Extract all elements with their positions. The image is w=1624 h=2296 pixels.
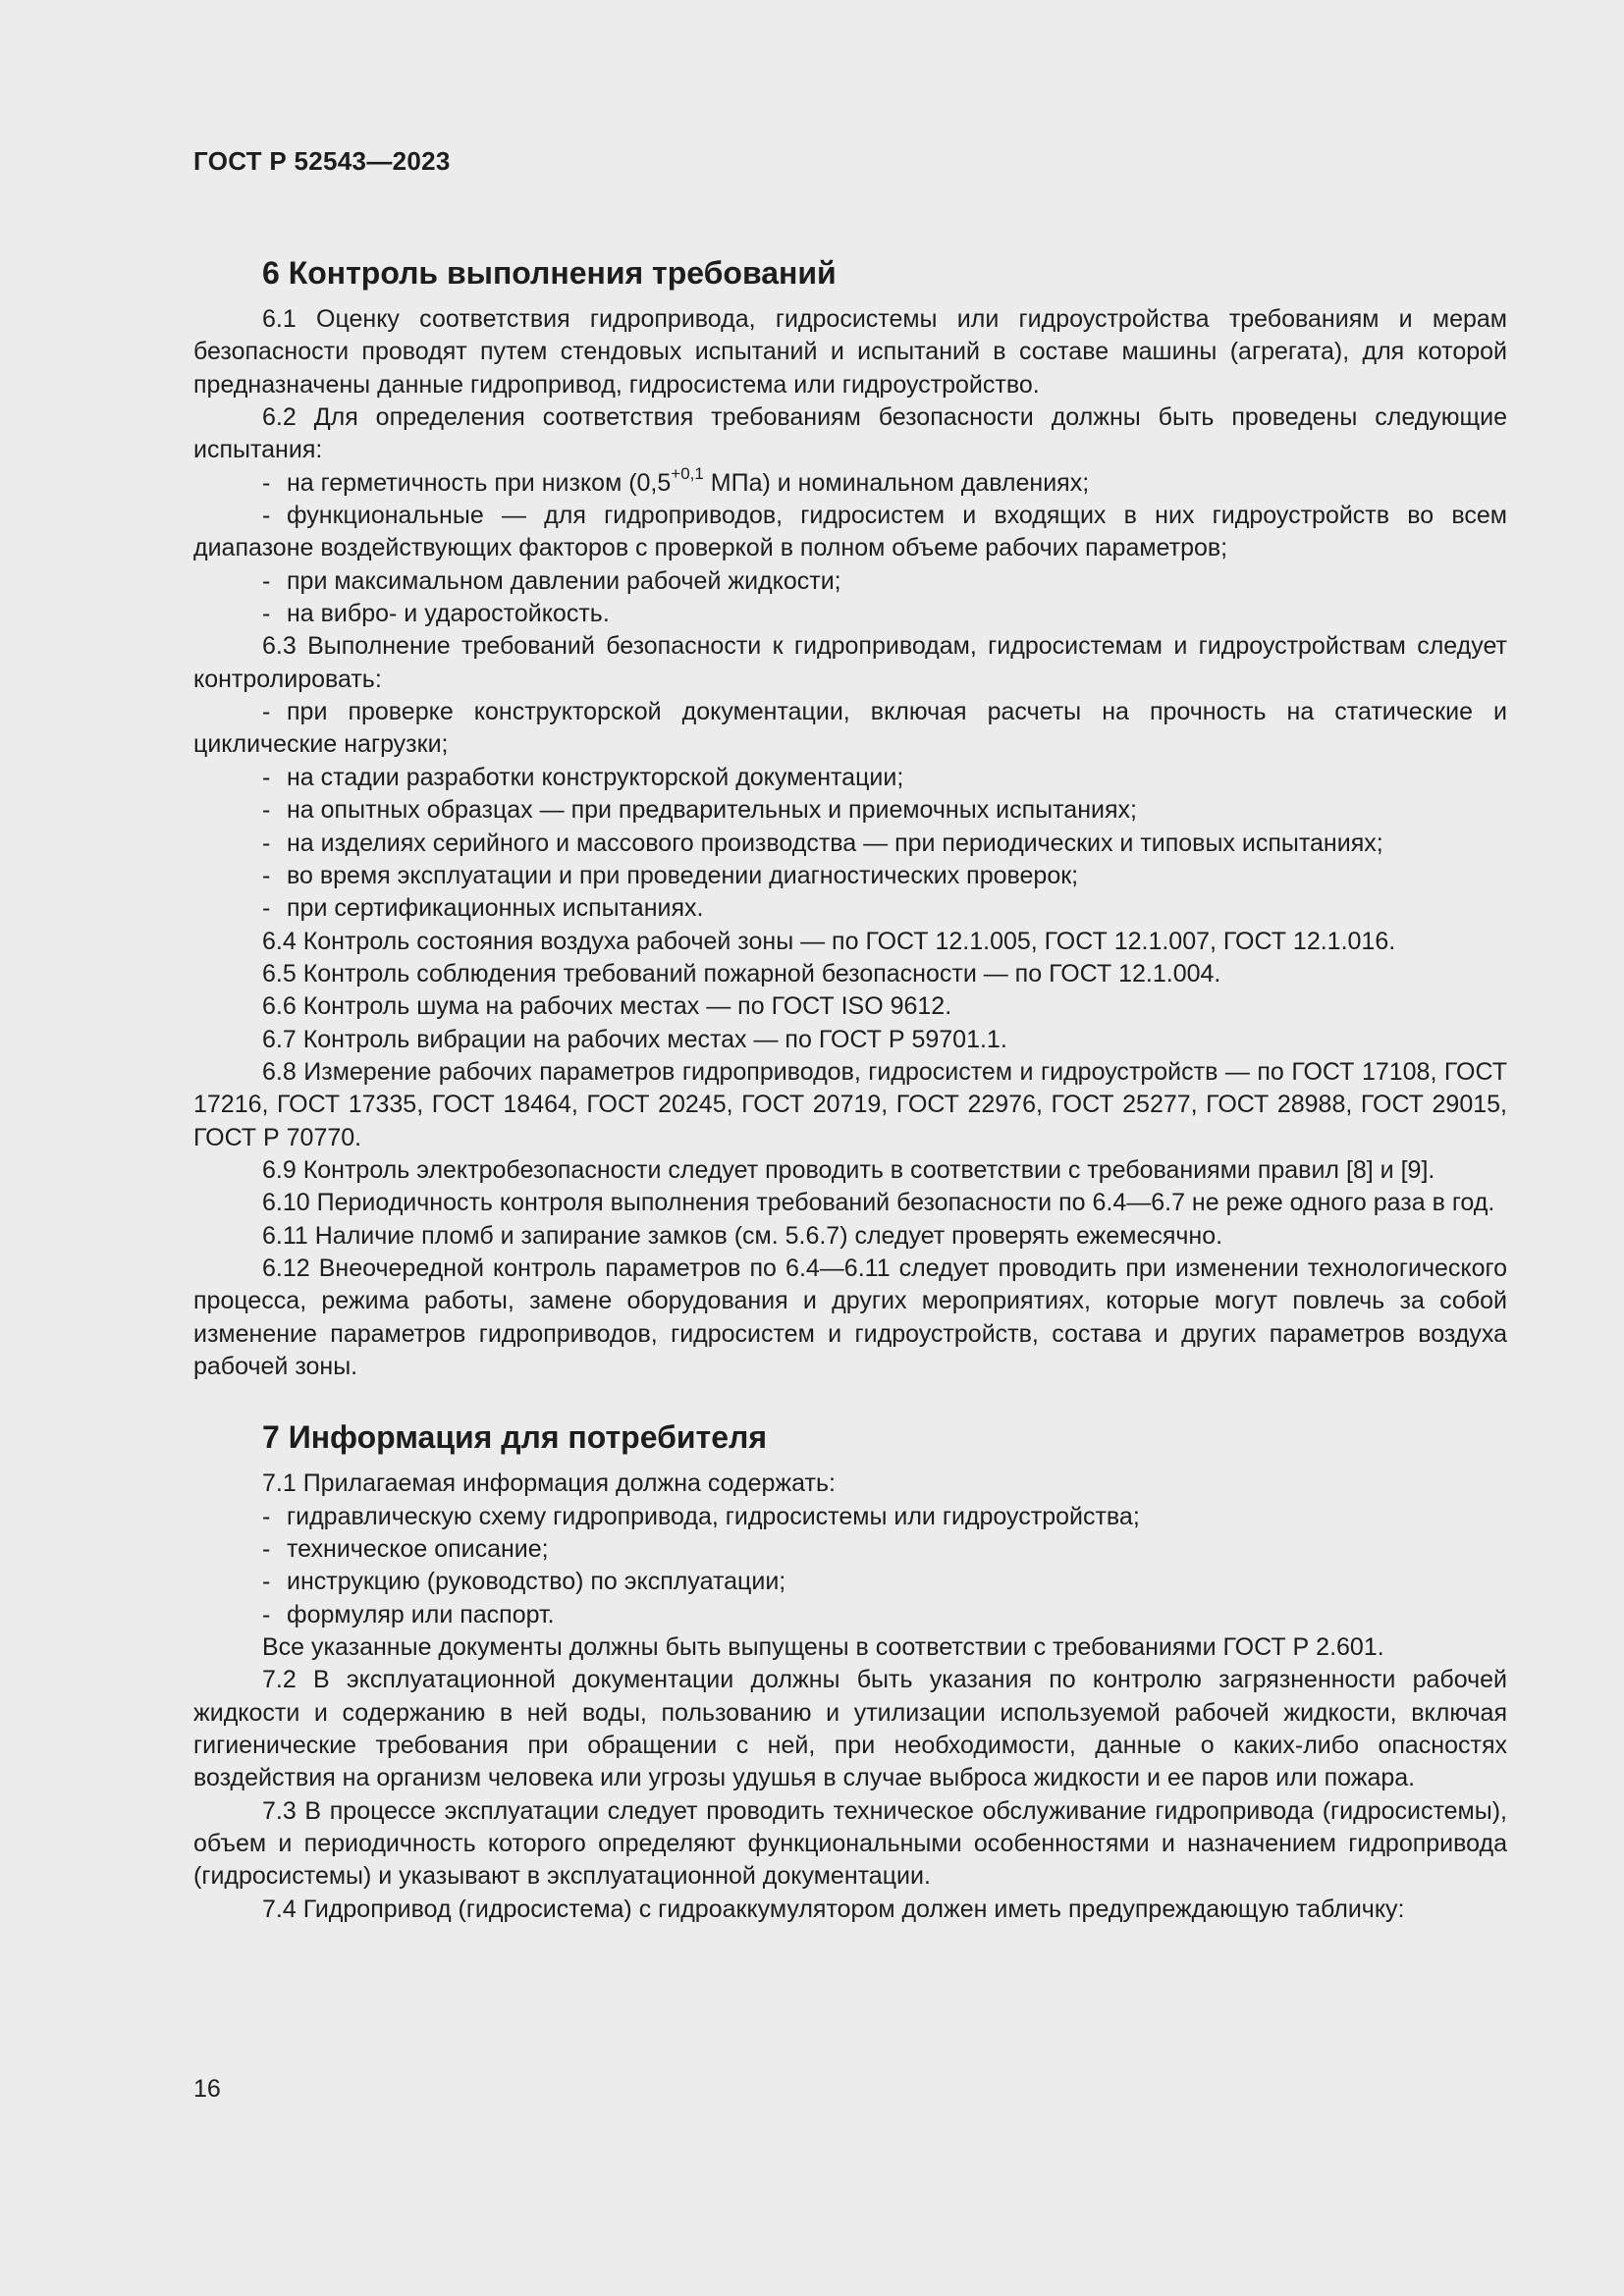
list-item <box>193 1501 1507 1533</box>
list-item-text: МПа) и номинальном давлениях; <box>703 468 1090 497</box>
list-item-text: на вибро- и ударостойкость. <box>287 600 610 628</box>
bullet-dash: - <box>262 698 271 726</box>
list-item-text: формуляр или паспорт. <box>287 1600 555 1629</box>
paragraph-6-8: 6.8 Измерение рабочих параметров гидроприводов, гидросистем и гидроустройств — по ГОСТ 17108, ГОСТ 17216, ГОСТ 17335, ГОСТ 18464, ГОСТ 20245, ГОСТ 20719, ГОСТ 22976, ГОСТ 25277, ГОСТ 28988, ГОСТ 29015, ГОСТ Р 70770. <box>193 1057 1507 1151</box>
list-item-text: на стадии разработки конструкторской документации; <box>287 763 904 791</box>
bullet-dash: - <box>262 861 271 889</box>
paragraph-7-3: 7.3 В процессе эксплуатации следует проводить техническое обслуживание гидропривода (гидросистемы), объем и периодичность которого определяют функциональными особенностями и назначением гидропривода (гидросистемы) и указывают в эксплуатационной документации. <box>193 1796 1507 1891</box>
bullet-dash: - <box>262 600 271 628</box>
paragraph-6-9: 6.9 Контроль электробезопасности следует проводить в соответствии с требованиями правил [8] и [9]. <box>262 1155 1435 1184</box>
list-item <box>193 828 1507 860</box>
bullet-dash: - <box>262 468 271 497</box>
paragraph-7-1-tail: Все указанные документы должны быть выпущены в соответствии с требованиями ГОСТ Р 2.601. <box>262 1633 1384 1662</box>
document-code: ГОСТ Р 52543—2023 <box>193 146 451 176</box>
list-item-text: при максимальном давлении рабочей жидкости; <box>287 566 841 595</box>
list-item <box>193 565 1507 598</box>
bullet-dash: - <box>262 1535 271 1564</box>
list-item <box>193 598 1507 630</box>
bullet-dash: - <box>262 1600 271 1629</box>
paragraph-7-2: 7.2 В эксплуатационной документации должны быть указания по контролю загрязненности рабочей жидкости и содержанию в ней воды, пользованию и утилизации используемой рабочей жидкости, включая гигиенические требования при обращении с ней, при необходимости, данные о каких-либо опасностях воздействия на организм человека или угрозы удушья в случае выброса жидкости и ее паров или пожара. <box>193 1666 1507 1792</box>
list-item <box>193 860 1507 892</box>
list-item <box>193 696 1507 762</box>
list-item <box>193 762 1507 794</box>
bullet-dash: - <box>262 894 271 923</box>
paragraph-6-2: 6.2 Для определения соответствия требованиям безопасности должны быть проведены следующие испытания: <box>193 403 1507 464</box>
bullet-dash: - <box>262 1502 271 1530</box>
list-item-text: во время эксплуатации и при проведении диагностических проверок; <box>287 861 1079 889</box>
paragraph-6-6: 6.6 Контроль шума на рабочих местах — по ГОСТ ISO 9612. <box>262 992 952 1021</box>
list-item <box>193 464 1507 500</box>
list-item <box>193 892 1507 925</box>
list-item-text: при сертификационных испытаниях. <box>287 894 704 923</box>
paragraph-6-4: 6.4 Контроль состояния воздуха рабочей зоны — по ГОСТ 12.1.005, ГОСТ 12.1.007, ГОСТ 12.1.016. <box>262 927 1396 955</box>
paragraph-6-12: 6.12 Внеочередной контроль параметров по 6.4—6.11 следует проводить при изменении технологического процесса, режима работы, замене оборудования и других мероприятиях, которые могут повлечь за собой изменение параметров гидроприводов, гидросистем и гидроустройств, состава и других параметров воздуха рабочей зоны. <box>193 1254 1507 1380</box>
bullet-dash: - <box>262 1568 271 1596</box>
list-item <box>193 1566 1507 1598</box>
page-number: 16 <box>193 2075 221 2103</box>
section-6-title: 6 Контроль выполнения требований <box>262 255 837 291</box>
list-item-text: на изделиях серийного и массового производства — при периодических и типовых испытаниях; <box>287 828 1383 857</box>
paragraph-6-7: 6.7 Контроль вибрации на рабочих местах — по ГОСТ Р 59701.1. <box>262 1025 1007 1053</box>
paragraph-6-10: 6.10 Периодичность контроля выполнения требований безопасности по 6.4—6.7 не реже одного раза в год. <box>262 1189 1495 1217</box>
bullet-dash: - <box>262 566 271 595</box>
paragraph-7-4: 7.4 Гидропривод (гидросистема) с гидроаккумулятором должен иметь предупреждающую табличку: <box>262 1895 1405 1923</box>
bullet-dash: - <box>262 796 271 825</box>
document-page <box>193 145 1507 1926</box>
bullet-dash: - <box>262 763 271 791</box>
list-item-text: функциональные — для гидроприводов, гидросистем и входящих в них гидроустройств во всем диапазоне воздействующих факторов с проверкой в полном объеме рабочих параметров; <box>193 502 1507 562</box>
paragraph-6-3: 6.3 Выполнение требований безопасности к гидроприводам, гидросистемам и гидроустройствам следует контролировать: <box>193 632 1507 693</box>
list-item-text: на герметичность при низком (0,5 <box>287 468 672 497</box>
paragraph-6-5: 6.5 Контроль соблюдения требований пожарной безопасности — по ГОСТ 12.1.004. <box>262 959 1221 988</box>
bullet-dash: - <box>262 502 271 530</box>
paragraph-7-1: 7.1 Прилагаемая информация должна содержать: <box>262 1469 836 1498</box>
list-item-text: при проверке конструкторской документации, включая расчеты на прочность на статические и циклические нагрузки; <box>193 698 1507 759</box>
section-7-title: 7 Информация для потребителя <box>262 1419 767 1456</box>
bullet-dash: - <box>262 828 271 857</box>
tolerance-superscript: +0,1 <box>671 464 704 484</box>
list-item-text: гидравлическую схему гидропривода, гидросистемы или гидроустройства; <box>287 1502 1140 1530</box>
list-item <box>193 1599 1507 1631</box>
list-item-text: техническое описание; <box>287 1535 549 1564</box>
list-item <box>193 794 1507 827</box>
list-item-text: инструкцию (руководство) по эксплуатации; <box>287 1568 786 1596</box>
paragraph-6-11: 6.11 Наличие пломб и запирание замков (см. 5.6.7) следует проверять ежемесячно. <box>262 1221 1223 1250</box>
list-item <box>193 1533 1507 1566</box>
paragraph-6-1: 6.1 Оценку соответствия гидропривода, гидросистемы или гидроустройства требованиям и мерам безопасности проводят путем стендовых испытаний и испытаний в составе машины (агрегата), для которой предназначены данные гидропривод, гидросистема или гидроустройство. <box>193 305 1507 399</box>
list-item-text: на опытных образцах — при предварительных и приемочных испытаниях; <box>287 796 1137 825</box>
list-item <box>193 500 1507 565</box>
